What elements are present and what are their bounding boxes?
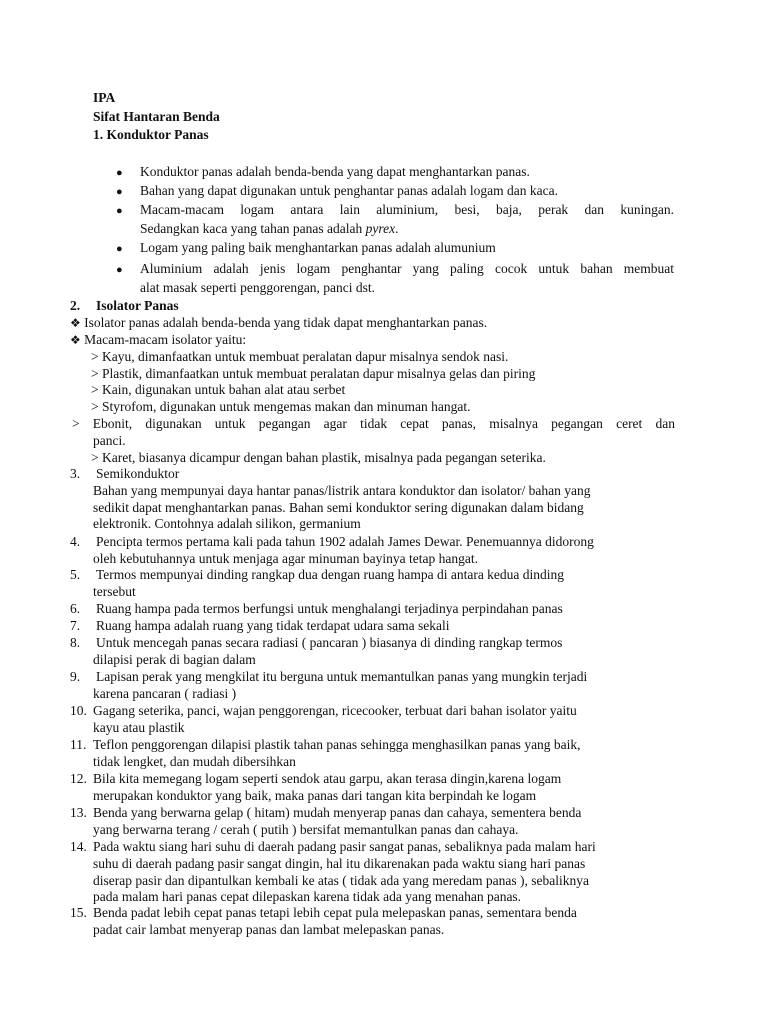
isolator-item: > Karet, biasanya dicampur dengan bahan plastik, misalnya pada pegangan seterika. xyxy=(91,450,546,465)
topic-heading: Sifat Hantaran Benda xyxy=(93,109,220,124)
isolator-item: > Ebonit, digunakan untuk pegangan agar tidak cepat panas, misalnya pegangan ceret dan xyxy=(72,416,675,431)
bullet-text: Macam-macam logam antara lain aluminium, besi, baja, perak dan kuningan. xyxy=(140,202,674,217)
diamond-bullet-icon: ❖ xyxy=(70,333,81,347)
bullet-dot: ● xyxy=(116,186,123,198)
item-text-line: merupakan konduktor yang baik, maka panas dari tangan kita berpindah ke logam xyxy=(93,787,537,803)
item-text-line: Pencipta termos pertama kali pada tahun 1902 adalah James Dewar. Penemuannya didorong xyxy=(96,534,594,549)
isolator-item: > Kayu, dimanfaatkan untuk membuat peralatan dapur misalnya sendok nasi. xyxy=(91,349,509,364)
bullet-dot: ● xyxy=(116,167,123,179)
diamond-text: Macam-macam isolator yaitu: xyxy=(84,332,247,347)
item-text-line: Bila kita memegang logam seperti sendok atau garpu, akan terasa dingin,karena logam xyxy=(93,771,562,786)
item-number: 15. xyxy=(70,905,87,920)
item-text-line: Teflon penggorengan dilapisi plastik tahan panas sehingga menghasilkan panas yang baik, xyxy=(93,737,581,752)
bullet-text-cont xyxy=(140,220,399,237)
bullet-dot: ● xyxy=(116,264,123,276)
item-text-line: oleh kebutuhannya untuk menjaga agar minuman bayinya tetap hangat. xyxy=(93,550,479,566)
item-number: 10. xyxy=(70,703,87,718)
section1-heading: 1. Konduktor Panas xyxy=(93,127,209,142)
item-text-line: suhu di daerah padang pasir sangat dingin, hal itu dikarenakan pada waktu siang hari panas xyxy=(93,855,586,871)
item-text-line: kayu atau plastik xyxy=(93,719,185,735)
item-text-line: Lapisan perak yang mengkilat itu berguna untuk memantulkan panas yang mungkin terjadi xyxy=(96,669,588,684)
diamond-text: Isolator panas adalah benda-benda yang tidak dapat menghantarkan panas. xyxy=(84,315,488,330)
item-number: 9. xyxy=(70,669,81,684)
bullet-text-cont: alat masak seperti penggorengan, panci dst. xyxy=(140,280,376,295)
item-text-line: padat cair lambat menyerap panas dan lambat melepaskan panas. xyxy=(93,921,445,937)
item-text-line: Benda yang berwarna gelap ( hitam) mudah menyerap panas dan cahaya, sementera benda xyxy=(93,805,582,820)
bullet-text: Aluminium adalah jenis logam penghantar yang paling cocok untuk bahan membuat xyxy=(140,261,674,276)
item-text-line: Gagang seterika, panci, wajan penggorengan, ricecooker, terbuat dari bahan isolator yaitu xyxy=(93,703,577,718)
isolator-item: > Plastik, dimanfaatkan untuk membuat peralatan dapur misalnya gelas dan piring xyxy=(91,366,536,381)
bullet-dot: ● xyxy=(116,243,123,255)
bullet-text-part: . xyxy=(395,221,399,236)
bullet-text: Logam yang paling baik menghantarkan panas adalah alumunium xyxy=(140,240,496,255)
pyrex-term: pyrex xyxy=(365,221,396,236)
isolator-item: > Kain, digunakan untuk bahan alat atau serbet xyxy=(91,382,346,397)
section2-heading: Isolator Panas xyxy=(96,298,179,313)
subject-heading: IPA xyxy=(93,90,116,105)
bullet-text: Konduktor panas adalah benda-benda yang dapat menghantarkan panas. xyxy=(140,164,530,179)
item-number: 5. xyxy=(70,567,81,582)
isolator-item: > Styrofom, digunakan untuk mengemas makan dan minuman hangat. xyxy=(91,399,471,414)
item-text-line: tersebut xyxy=(93,583,136,599)
item-text-line: Benda padat lebih cepat panas tetapi lebih cepat pula melepaskan panas, sementara benda xyxy=(93,905,577,920)
item-number: 3. xyxy=(70,466,81,481)
item-text-line: Semikonduktor xyxy=(96,466,180,481)
diamond-item xyxy=(70,331,246,349)
diamond-bullet-icon: ❖ xyxy=(70,316,81,330)
item-number: 14. xyxy=(70,839,87,854)
bullet-text: Bahan yang dapat digunakan untuk penghantar panas adalah logam dan kaca. xyxy=(140,183,558,198)
section2-number: 2. xyxy=(70,298,81,313)
isolator-item-cont: panci. xyxy=(93,433,126,448)
item-text-line: Ruang hampa adalah ruang yang tidak terdapat udara sama sekali xyxy=(96,618,450,633)
item-text-line: Ruang hampa pada termos berfungsi untuk menghalangi terjadinya perpindahan panas xyxy=(96,601,563,616)
item-text-line: Termos mempunyai dinding rangkap dua dengan ruang hampa di antara kedua dinding xyxy=(96,567,565,582)
item-text-line: pada malam hari panas cepat dilepaskan karena tidak ada yang menahan panas. xyxy=(93,889,522,905)
item-text-line: karena pancaran ( radiasi ) xyxy=(93,685,237,701)
item-text-line: Bahan yang mempunyai daya hantar panas/listrik antara konduktor dan isolator/ bahan yang xyxy=(93,482,591,498)
item-text-line: diserap pasir dan dipantulkan kembali ke atas ( tidak ada yang meredam panas ), sebaliknya xyxy=(93,872,589,888)
item-number: 11. xyxy=(70,737,87,752)
item-number: 6. xyxy=(70,601,81,616)
item-text-line: Untuk mencegah panas secara radiasi ( pancaran ) biasanya di dinding rangkap termos xyxy=(96,635,563,650)
item-number: 13. xyxy=(70,805,87,820)
bullet-dot: ● xyxy=(116,205,123,217)
item-number: 7. xyxy=(70,618,81,633)
item-text-line: Pada waktu siang hari suhu di daerah padang pasir sangat panas, sebaliknya pada malam hari xyxy=(93,839,596,854)
diamond-item xyxy=(70,314,487,332)
item-text-line: tidak lengket, dan mudah dibersihkan xyxy=(93,753,296,769)
item-number: 4. xyxy=(70,534,81,549)
item-text-line: dilapisi perak di bagian dalam xyxy=(93,651,256,667)
item-text-line: yang berwarna terang / cerah ( putih ) bersifat memantulkan panas dan cahaya. xyxy=(93,821,519,837)
item-number: 12. xyxy=(70,771,87,786)
bullet-text-part: Sedangkan kaca yang tahan panas adalah xyxy=(140,221,366,236)
item-number: 8. xyxy=(70,635,81,650)
item-text-line: sedikit dapat menghantarkan panas. Bahan semi konduktor sering digunakan dalam bidang xyxy=(93,499,584,515)
item-text-line: elektronik. Contohnya adalah silikon, germanium xyxy=(93,516,361,532)
